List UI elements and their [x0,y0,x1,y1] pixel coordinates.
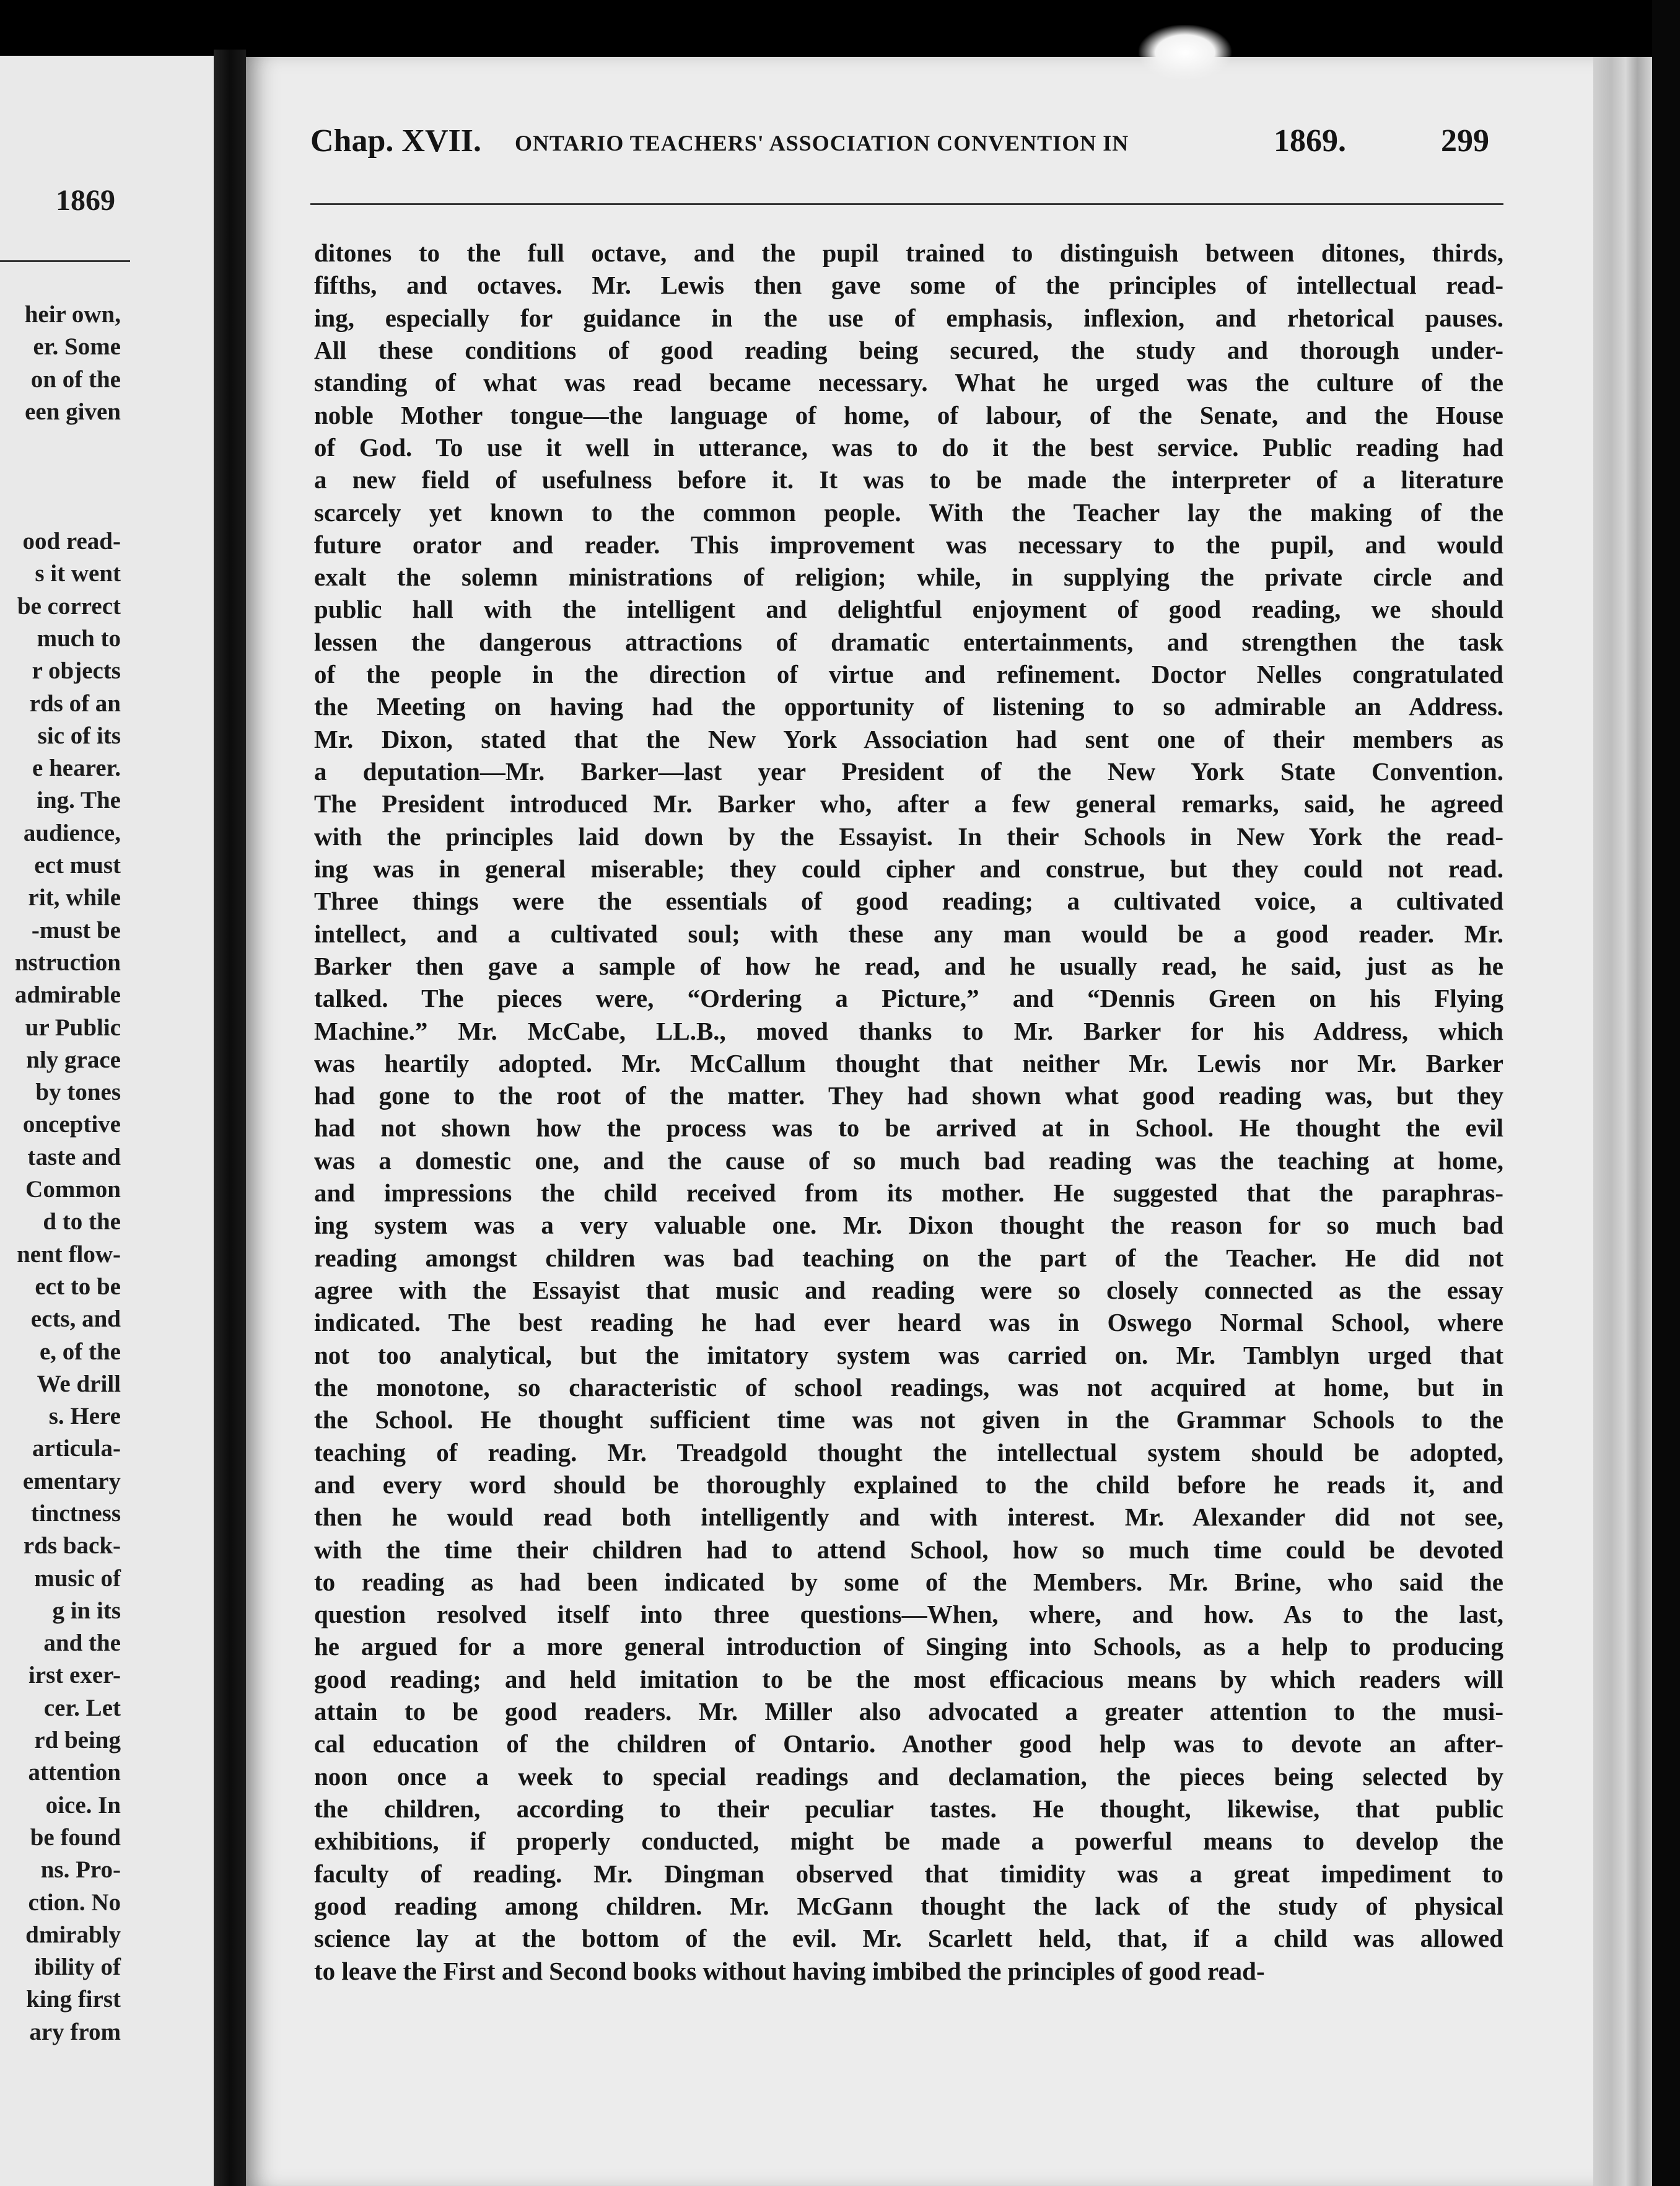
previous-page-text [0,299,121,2048]
running-title-year: 1869. [1274,123,1346,159]
previous-page-line: er. Some [33,333,121,361]
text-line: fifths, and octaves. Mr. Lewis then gave some of the principles of intellectual read- [314,271,1503,300]
previous-page-line: much to [37,625,121,652]
previous-page-line: r objects [32,657,121,685]
previous-page-line: rds of an [29,690,121,717]
previous-page-fragment [0,56,214,2186]
previous-page-line: s it went [35,560,121,587]
previous-page-line: ns. Pro- [40,1856,121,1884]
text-line: Three things were the essentials of good reading; a cultivated voice, a cultivated [314,887,1503,916]
previous-page-line: Common [25,1176,121,1203]
previous-page-line: attention [28,1759,121,1786]
text-line: teaching of reading. Mr. Treadgold thought the intellectual system should be adopted, [314,1438,1503,1467]
previous-page-line: articula- [32,1435,121,1462]
page-edge-shadow [1593,57,1652,2186]
previous-page-line: e, of the [39,1338,121,1365]
text-line: to leave the First and Second books without having imbibed the principles of good read- [314,1956,1265,1985]
previous-page-header-rule [0,260,130,262]
previous-page-line: cer. Let [43,1694,121,1721]
body-text [314,237,1503,1987]
previous-page-line: by tones [35,1079,121,1106]
text-line: agree with the Essayist that music and reading were so closely connected as the essay [314,1276,1503,1304]
previous-page-line: and the [43,1630,121,1657]
scan-border [1652,0,1680,2186]
text-line: science lay at the bottom of the evil. Mr. Scarlett held, that, if a child was allowed [314,1924,1503,1953]
previous-page-line: heir own, [24,301,121,328]
text-line: he argued for a more general introduction of Singing into Schools, as a help to producing [314,1632,1503,1661]
previous-page-line: rds back- [23,1532,121,1560]
text-line: a deputation—Mr. Barker—last year President of the New York State Convention. [314,757,1503,786]
previous-page-line: e hearer. [32,755,121,782]
previous-page-line: tinctness [30,1499,121,1527]
previous-page-line: -must be [31,916,121,944]
text-line: good reading; and held imitation to be the most efficacious means by which readers will [314,1664,1503,1693]
previous-page-line: ect must [34,852,121,879]
previous-page-line: ects, and [30,1306,121,1333]
previous-page-line: ibility of [34,1954,121,1981]
text-line: indicated. The best reading he had ever heard was in Oswego Normal School, where [314,1308,1503,1337]
text-line: good reading among children. Mr. McGann thought the lack of the study of physical [314,1891,1503,1920]
previous-page-line: king first [26,1986,121,2013]
text-line: ing, especially for guidance in the use of emphasis, inflexion, and rhetorical pauses. [314,303,1503,332]
previous-page-line: ction. No [28,1889,121,1916]
previous-page-line [0,493,121,525]
text-line: ditones to the full octave, and the pupil trained to distinguish between ditones, thirds, [314,239,1503,267]
text-line: reading amongst children was bad teaching on the part of the Teacher. He did not [314,1243,1503,1272]
previous-page-line: ur Public [25,1014,121,1041]
text-line: exhibitions, if properly conducted, might be made a powerful means to develop the [314,1827,1503,1856]
text-line: ing was in general miserable; they could cipher and construe, but they could not read. [314,854,1503,883]
previous-page-line: taste and [27,1143,121,1170]
text-line: the School. He thought sufficient time was not given in the Grammar Schools to the [314,1405,1503,1434]
page-299 [246,57,1652,2186]
text-line: exalt the solemn ministrations of religion; while, in supplying the private circle and [314,563,1503,592]
text-line: ing system was a very valuable one. Mr. Dixon thought the reason for so much bad [314,1211,1503,1240]
previous-page-line: een given [25,398,121,425]
previous-page-line: rd being [34,1727,121,1754]
text-line: the monotone, so characteristic of school readings, was not acquired at home, but in [314,1372,1503,1402]
text-line: standing of what was read became necessary. What he urged was the culture of the [314,368,1503,397]
previous-page-line: irst exer- [28,1662,121,1689]
text-line: of the people in the direction of virtue and refinement. Doctor Nelles congratulated [314,660,1503,689]
text-line: not too analytical, but the imitatory system was carried on. Mr. Tamblyn urged that [314,1340,1503,1369]
text-line: with the principles laid down by the Essayist. In their Schools in New York the read- [314,822,1503,851]
text-line: the children, according to their peculiar tastes. He thought, likewise, that public [314,1794,1503,1823]
text-line: the Meeting on having had the opportunity of listening to so admirable an Address. [314,692,1503,721]
previous-page-line: nly grace [26,1046,121,1073]
text-line: attain to be good readers. Mr. Miller also advocated a greater attention to the musi- [314,1697,1503,1726]
previous-page-line: oice. In [45,1791,121,1819]
text-line: then he would read both intelligently and with interest. Mr. Alexander did not see, [314,1503,1503,1532]
previous-page-line: admirable [14,981,121,1009]
previous-page-line: music of [34,1565,121,1592]
text-line: had not shown how the process was to be arrived at in School. He thought the evil [314,1113,1503,1143]
text-line: was heartily adopted. Mr. McCallum thought that neither Mr. Lewis nor Mr. Barker [314,1048,1503,1078]
text-line: The President introduced Mr. Barker who, after a few general remarks, said, he agreed [314,789,1503,819]
previous-page-line: ary from [29,2018,121,2045]
previous-page-line [0,460,121,493]
text-line: was a domestic one, and the cause of so much bad reading was the teaching at home, [314,1146,1503,1175]
text-line: to reading as had been indicated by some of the Members. Mr. Brine, who said the [314,1567,1503,1596]
previous-page-line [0,428,121,460]
chapter-label: Chap. XVII. [310,123,481,159]
previous-page-line: nent flow- [17,1240,121,1268]
text-line: question resolved itself into three questions—When, where, and how. As to the last, [314,1600,1503,1629]
text-line: intellect, and a cultivated soul; with these any man would be a good reader. Mr. [314,919,1503,948]
page-number: 299 [1441,123,1489,159]
text-line: All these conditions of good reading being secured, the study and thorough under- [314,335,1503,364]
previous-page-line: be found [30,1824,121,1851]
text-line: lessen the dangerous attractions of dramatic entertainments, and strengthen the task [314,627,1503,656]
previous-page-line: d to the [43,1208,121,1236]
previous-page-line: audience, [23,819,121,846]
scan-blot [1139,25,1232,81]
book-gutter [214,50,246,2186]
previous-page-line: We drill [37,1370,121,1397]
previous-page-line: be correct [17,592,121,620]
previous-page-line: ood read- [22,528,121,555]
previous-page-header: 1869 [56,184,115,217]
previous-page-line: g in its [52,1597,121,1624]
text-line: a new field of usefulness before it. It was to be made the interpreter of a literature [314,465,1503,494]
text-line: scarcely yet known to the common people. With the Teacher lay the making of the [314,498,1503,527]
previous-page-line: nstruction [14,949,121,976]
previous-page-line: s. Here [48,1403,121,1430]
text-line: noble Mother tongue—the language of home, of labour, of the Senate, and the House [314,400,1503,429]
text-line: cal education of the children of Ontario. Another good help was to devote an after- [314,1729,1503,1758]
text-line: and every word should be thoroughly explained to the child before he reads it, and [314,1470,1503,1499]
previous-page-line: ect to be [35,1273,121,1300]
text-line: talked. The pieces were, “Ordering a Picture,” and “Dennis Green on his Flying [314,984,1503,1013]
previous-page-line: ementary [22,1467,121,1495]
text-line: with the time their children had to attend School, how so much time could be devoted [314,1535,1503,1564]
text-line: faculty of reading. Mr. Dingman observed that timidity was a great impediment to [314,1859,1503,1888]
running-header [310,123,1494,172]
previous-page-line: dmirably [25,1921,121,1948]
text-line: of God. To use it well in utterance, was to do it the best service. Public reading had [314,432,1503,462]
text-line: future orator and reader. This improvement was necessary to the pupil, and would [314,530,1503,559]
text-line: had gone to the root of the matter. They had shown what good reading was, but they [314,1081,1503,1110]
text-line: and impressions the child received from its mother. He suggested that the paraphras- [314,1179,1503,1208]
previous-page-line: onceptive [22,1111,121,1138]
text-line: Mr. Dixon, stated that the New York Association had sent one of their members as [314,724,1503,753]
header-rule [310,203,1503,205]
previous-page-line: rit, while [28,884,121,911]
text-line: Machine.” Mr. McCabe, LL.B., moved thanks to Mr. Barker for his Address, which [314,1016,1503,1045]
text-line: noon once a week to special readings and declamation, the pieces being selected by [314,1762,1503,1791]
previous-page-line: sic of its [37,722,121,749]
running-title: ONTARIO TEACHERS' ASSOCIATION CONVENTION IN [515,131,1129,156]
text-line: public hall with the intelligent and delightful enjoyment of good reading, we should [314,595,1503,624]
previous-page-line: on of the [30,366,121,393]
previous-page-line: ing. The [37,787,121,814]
text-line: Barker then gave a sample of how he read, and he usually read, he said, just as he [314,951,1503,980]
